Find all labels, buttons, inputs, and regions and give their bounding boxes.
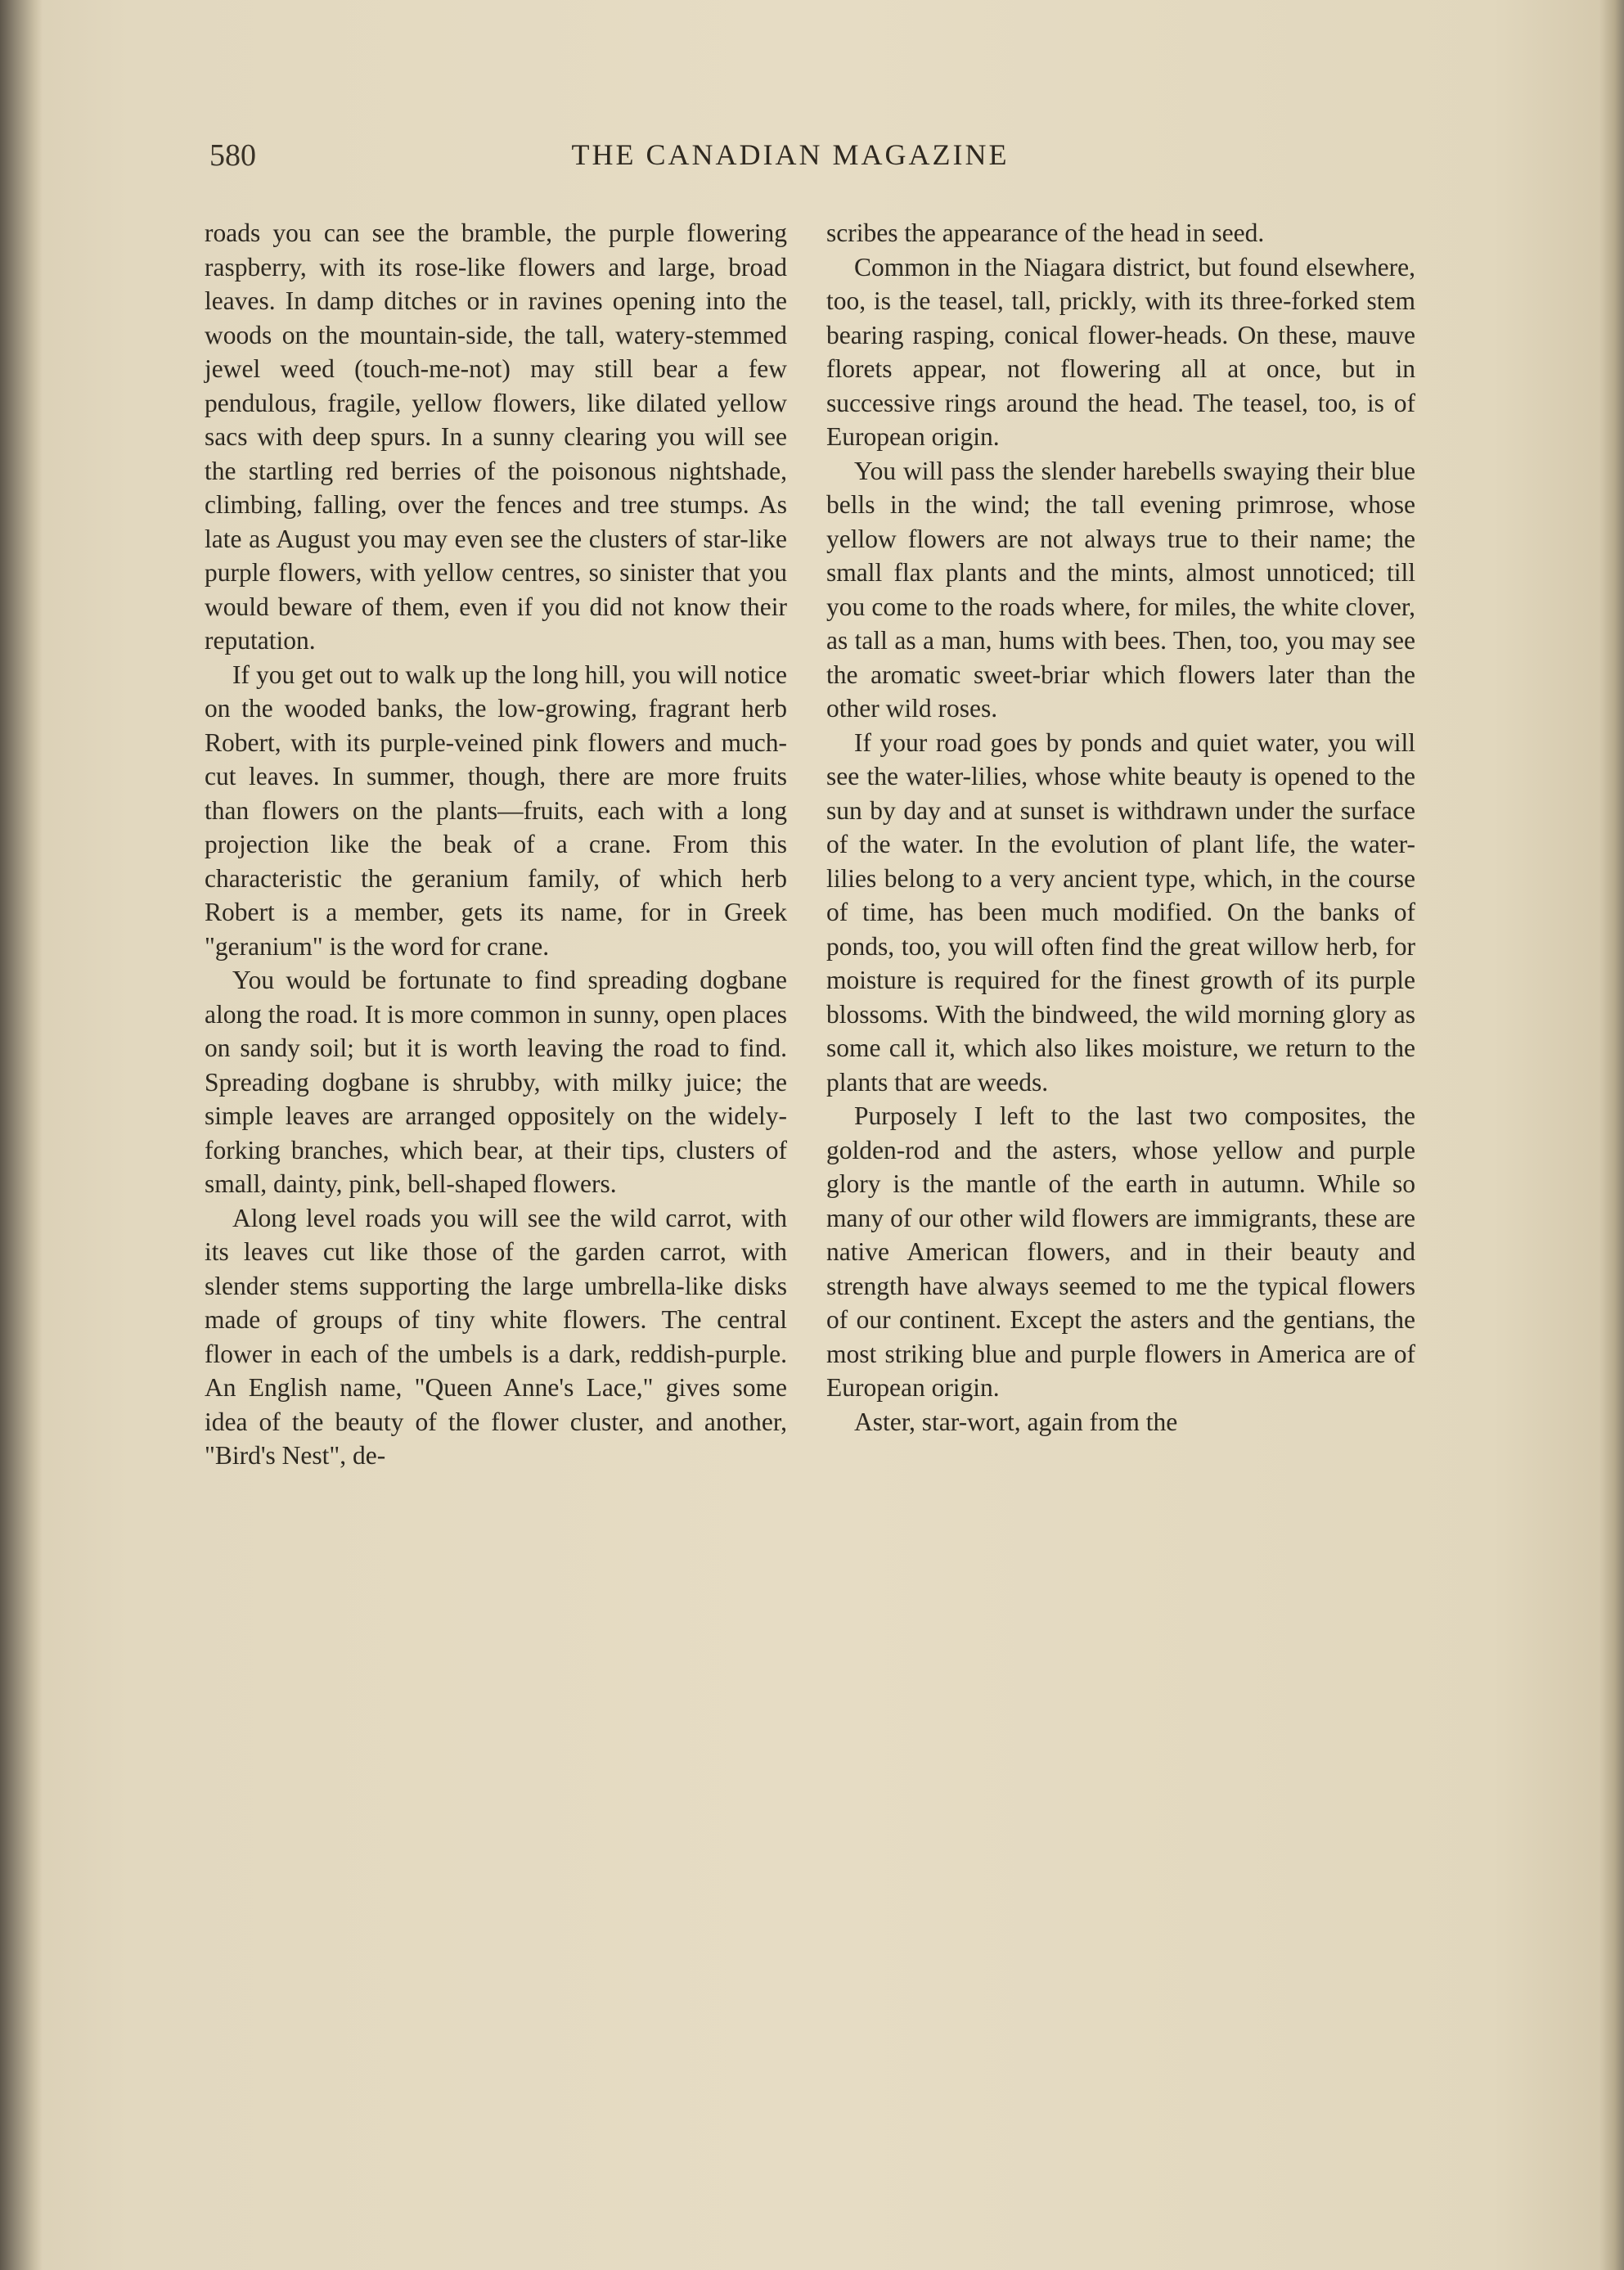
right-column — [826, 216, 1415, 1439]
left-paragraph-4: Along level roads you will see the wild carrot, with its leaves cut like those of the garden carrot, with slender stems supporting the large umbrella-like disks made of groups of tiny white flowers. The central flower in each of the umbels is a dark, reddish-purple. An English name, "Queen Anne's Lace," gives some idea of the beauty of the flower cluster, and another, "Bird's Nest", de- — [205, 1203, 787, 1470]
right-paragraph-6: Aster, star-wort, again from the — [854, 1407, 1178, 1436]
page-header — [209, 137, 1371, 187]
running-title: THE CANADIAN MAGAZINE — [571, 138, 1010, 171]
left-paragraph-1: roads you can see the bramble, the purple flowering raspberry, with its rose-like flowers and large, broad leaves. In damp ditches or in ravines opening into the woods on the mountain-side, the tall, watery-stemmed jewel weed (touch-me-not) may still bear a few pendulous, fragile, yellow flowers, like dilated yellow sacs with deep spurs. In a sunny clearing you will see the startling red berries of the poisonous nightshade, climbing, falling, over the fences and tree stumps. As late as August you may even see the clusters of star-like purple flowers, with yellow centres, so sinister that you would beware of them, even if you did not know their reputation. — [205, 218, 787, 655]
right-paragraph-5: Purposely I left to the last two composites, the golden-rod and the asters, whose yellow and purple glory is the mantle of the earth in autumn. While so many of our other wild flowers are immigrants, these are native American flowers, and in their beauty and strength have always seemed to me the typical flowers of our continent. Except the asters and the gentians, the most striking blue and purple flowers in America are of European origin. — [826, 1101, 1415, 1402]
right-paragraph-4: If your road goes by ponds and quiet water, you will see the water-lilies, whose white beauty is opened to the sun by day and at sunset is withdrawn under the surface of the water. In the evolution of plant life, the water-lilies belong to a very ancient type, which, in the course of time, has been much modified. On the banks of ponds, too, you will often find the great willow herb, for moisture is required for the finest growth of its purple blossoms. With the bindweed, the wild morning glory as some call it, which also likes moisture, we return to the plants that are weeds. — [826, 727, 1415, 1097]
left-column — [205, 216, 787, 1473]
page-binding-shadow — [0, 0, 43, 2270]
right-paragraph-2: Common in the Niagara district, but found elsewhere, too, is the teasel, tall, prickly, with its three-forked stem bearing rasping, conical flower-heads. On these, mauve florets appear, not flowering all at once, but in successive rings around the head. The teasel, too, is of European origin. — [826, 252, 1415, 451]
page-edge-shadow — [1599, 0, 1624, 2270]
right-paragraph-3: You will pass the slender harebells swaying their blue bells in the wind; the tall evening primrose, whose yellow flowers are not always true to their name; the small flax plants and the mints, almost unnoticed; till you come to the roads where, for miles, the white clover, as tall as a man, hums with bees. Then, too, you may see the aromatic sweet-briar which flowers later than the other wild roses. — [826, 456, 1415, 723]
right-paragraph-1: scribes the appearance of the head in seed. — [826, 218, 1265, 247]
left-paragraph-3: You would be fortunate to find spreading dogbane along the road. It is more common in sunny, open places on sandy soil; but it is worth leaving the road to find. Spreading dogbane is shrubby, with milky juice; the simple leaves are arranged oppositely on the widely-forking branches, which bear, at their tips, clusters of small, dainty, pink, bell-shaped flowers. — [205, 966, 787, 1198]
page-number: 580 — [209, 138, 256, 173]
left-paragraph-2: If you get out to walk up the long hill, you will notice on the wooded banks, the low-growing, fragrant herb Robert, with its purple-veined pink flowers and much-cut leaves. In summer, though, there are more fruits than flowers on the plants—fruits, each with a long projection like the beak of a crane. From this characteristic the geranium family, of which herb Robert is a member, gets its name, for in Greek "geranium" is the word for crane. — [205, 660, 787, 961]
